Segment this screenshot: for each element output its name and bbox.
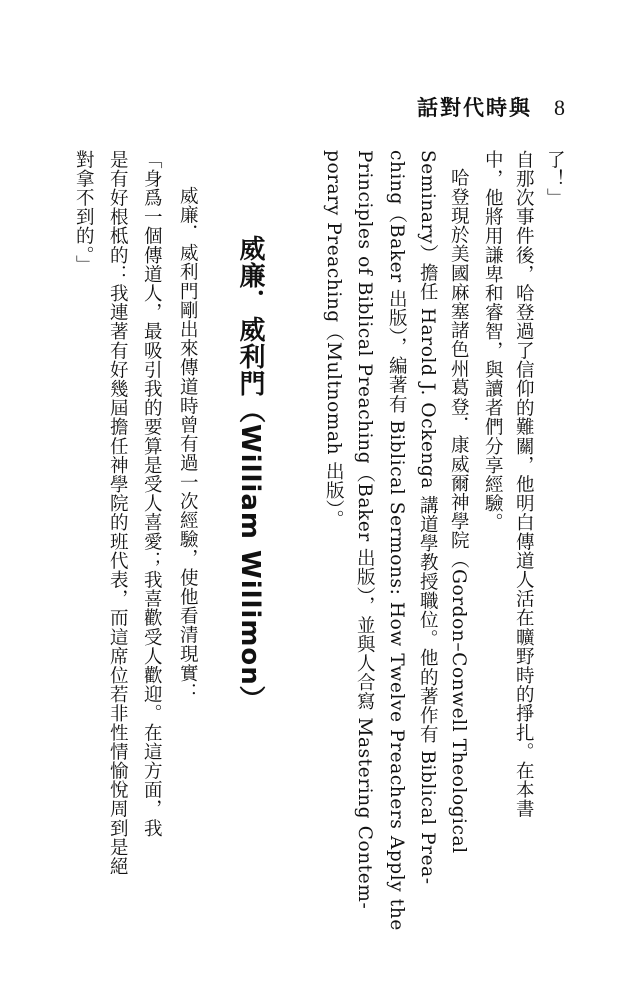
quote-line: 「身爲一個傳道人，最吸引我的要算是受人喜愛；我喜歡受人歡迎。在這方面，我 [141,150,163,838]
text-line: Principles of Biblical Preaching（Baker 出版），並與人合寫 Mastering Contem- [354,150,376,910]
quote-intro: 威廉．威利門剛出來傳道時曾有過一次經驗，使他看清現實： [177,186,199,702]
quote-line: 對拿不到的。」 [73,150,95,275]
text-line: ching（Baker 出版），編著有 Biblical Sermons: How Twelve Preachers Apply the [386,150,408,931]
text-line: porary Preaching（Multnomah 出版）。 [323,150,345,529]
page-number: 8 [554,95,567,120]
section-heading: 威廉．威利門（William Willimon） [235,235,265,713]
text-line: 自那次事件後，哈登過了信仰的難關，他明白傳道人活在曠野時的掙扎。在本書 [513,150,535,819]
text-line: 哈登現於美國麻塞諸色州葛登．康威爾神學院（Gordon–Conwell Theological [448,168,470,854]
quote-line: 是有好根柢的：我連著有好幾屆擔任神學院的班代表，而這席位若非性情愉悅周到是絕 [107,150,129,876]
running-header [417,92,567,122]
header-title: 話對代時與 [417,95,532,120]
text-line: Seminary）擔任 Harold J. Ockenga 講道學教授職位。他的著作有 Biblical Prea- [417,150,439,885]
text-line: 了！」 [544,150,566,208]
text-line: 中，他將用謙卑和睿智，與讀者們分享經驗。 [482,150,504,532]
